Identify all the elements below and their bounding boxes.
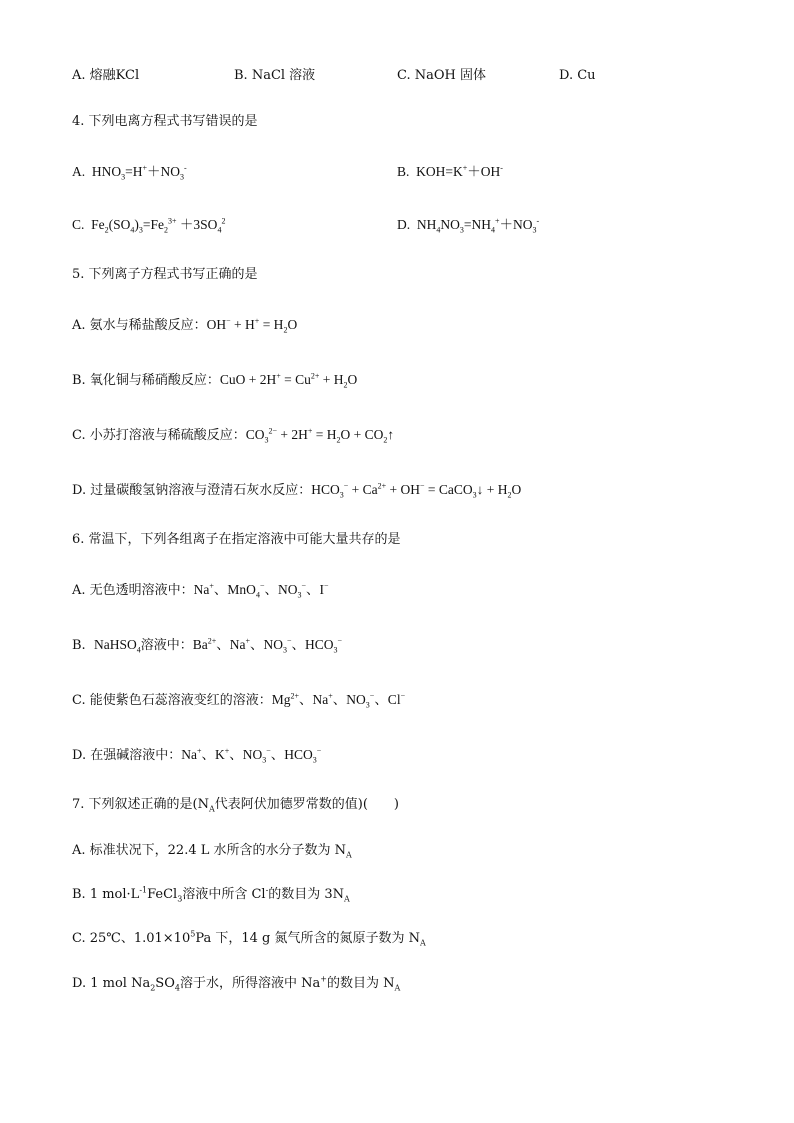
- q5-option-b-text: B. 氧化铜与稀硝酸反应：: [72, 373, 220, 388]
- q7-option-d-part3: 溶于水，所得溶液中 Na: [179, 976, 321, 991]
- q6-option-d-text: D. 在强碱溶液中：: [72, 748, 182, 763]
- q4-stem: 4. 下列电离方程式书写错误的是: [72, 114, 258, 129]
- q3-option-b: B. NaCl 溶液: [234, 68, 316, 83]
- q7-stem-post: 代表阿伏加德罗常数的值)( ): [214, 797, 399, 812]
- q6-option-a-text: A. 无色透明溶液中：: [72, 583, 194, 598]
- q5-option-c-text: C. 小苏打溶液与稀硫酸反应：: [72, 428, 246, 443]
- q7-stem-sub: A: [208, 804, 215, 814]
- q4-option-a: A. $HNO_3=H^++NO_3^-$: [72, 163, 187, 182]
- q4-option-d-label: D.: [397, 217, 411, 232]
- q4-option-d: D. $NH_4NO_3=NH_4^++NO_3^-$: [397, 216, 540, 235]
- q4-option-a-label: A.: [72, 164, 86, 179]
- q7-option-b-part2: FeCl: [147, 887, 178, 902]
- q4-option-b-label: B.: [397, 164, 410, 179]
- q7-option-d-part1: D. 1 mol Na: [72, 976, 151, 991]
- q7-option-c-part2: Pa 下，14 g 氮气所含的氮原子数为 N: [195, 931, 420, 946]
- q3-option-d: D. Cu: [559, 68, 596, 83]
- q7-option-d: D. 1 mol $Na_2SO_4$溶于水，所得溶液中 Na+的数目为 $N_A$: [72, 974, 401, 993]
- q3-option-c: C. NaOH 固体: [397, 68, 487, 83]
- q7-option-d-part4: 的数目为 N: [326, 976, 395, 991]
- q6-option-a: A. 无色透明溶液中：Na+、MnO$_4$−、$NO_3^-$、I−: [72, 581, 329, 600]
- q6-option-d: D. 在强碱溶液中：Na+、K+、$NO_3^-$、$HCO_3^-$: [72, 746, 322, 765]
- q6-option-b-text: 溶液中：: [140, 638, 193, 653]
- q4-option-c: C. $Fe_2(SO_4)_3=Fe_2^{3+} +3SO_4^2$: [72, 216, 226, 235]
- q7-option-d-part2: SO: [155, 976, 175, 991]
- q5-option-d: D. 过量碳酸氢钠溶液与澄清石灰水反应：$HCO_3^- + Ca^{2+} + OH^-$ = CaCO$_3$↓ + $H_2O$: [72, 481, 522, 500]
- q5-option-a: A. 氨水与稀盐酸反应：$OH^- + H^+ = H_2O$: [72, 316, 298, 335]
- q5-option-c: C. 小苏打溶液与稀硫酸反应：$CO_3^{2-} + 2H^+ = H_2O$ + $CO_2↑$: [72, 426, 395, 445]
- q6-stem: 6. 常温下，下列各组离子在指定溶液中可能大量共存的是: [72, 532, 401, 547]
- q3-option-a: A. 熔融KCl: [72, 68, 140, 83]
- q4-option-c-label: C.: [72, 217, 85, 232]
- q7-option-c: C. 25℃、$1.01\times 10^5Pa$ 下，14 g 氮气所含的氮原子数为 $N_A$: [72, 929, 426, 948]
- q7-option-a: A. 标准状况下，22.4 L 水所含的水分子数为 $N_A$: [72, 843, 352, 860]
- q5-option-b: B. 氧化铜与稀硝酸反应：CuO + $2H^+ = Cu^{2+} + H_2O$: [72, 371, 358, 390]
- q7-stem-pre: 7. 下列叙述正确的是(N: [72, 797, 209, 812]
- q7-option-b-part1: B. 1 mol·L: [72, 887, 140, 902]
- q7-stem: [72, 796, 399, 814]
- q6-option-c-text: C. 能使紫色石蕊溶液变红的溶液：: [72, 693, 272, 708]
- q5-stem: 5. 下列离子方程式书写正确的是: [72, 267, 258, 282]
- q5-option-d-text: D. 过量碳酸氢钠溶液与澄清石灰水反应：: [72, 483, 312, 498]
- q4-option-b: B. KOH=K+＋OH-: [397, 163, 503, 179]
- q5-option-a-text: A. 氨水与稀盐酸反应：: [72, 318, 207, 333]
- q7-option-c-part1: C. 25℃、1.01×10: [72, 931, 191, 946]
- q6-option-b-label: B.: [72, 638, 86, 653]
- q6-option-c: C. 能使紫色石蕊溶液变红的溶液：$Mg^{2+}$、Na+、$NO_3^-$、Cl−: [72, 691, 406, 710]
- q6-option-b: B. NaHSO$_4$溶液中：$Ba^{2+}$、Na+、$NO_3^-$、$HCO_3^-$: [72, 636, 343, 655]
- q7-option-b-part3: 溶液中所含 Cl: [182, 887, 266, 902]
- q7-option-b-part4: 的数目为 3N: [268, 887, 345, 902]
- q7-option-a-text: A. 标准状况下，22.4 L 水所含的水分子数为 N: [72, 843, 347, 858]
- q7-option-b: B. 1 $mol\cdot L^{-1}FeCl_3$溶液中所含 Cl-的数目为 $3N_A$: [72, 885, 350, 904]
